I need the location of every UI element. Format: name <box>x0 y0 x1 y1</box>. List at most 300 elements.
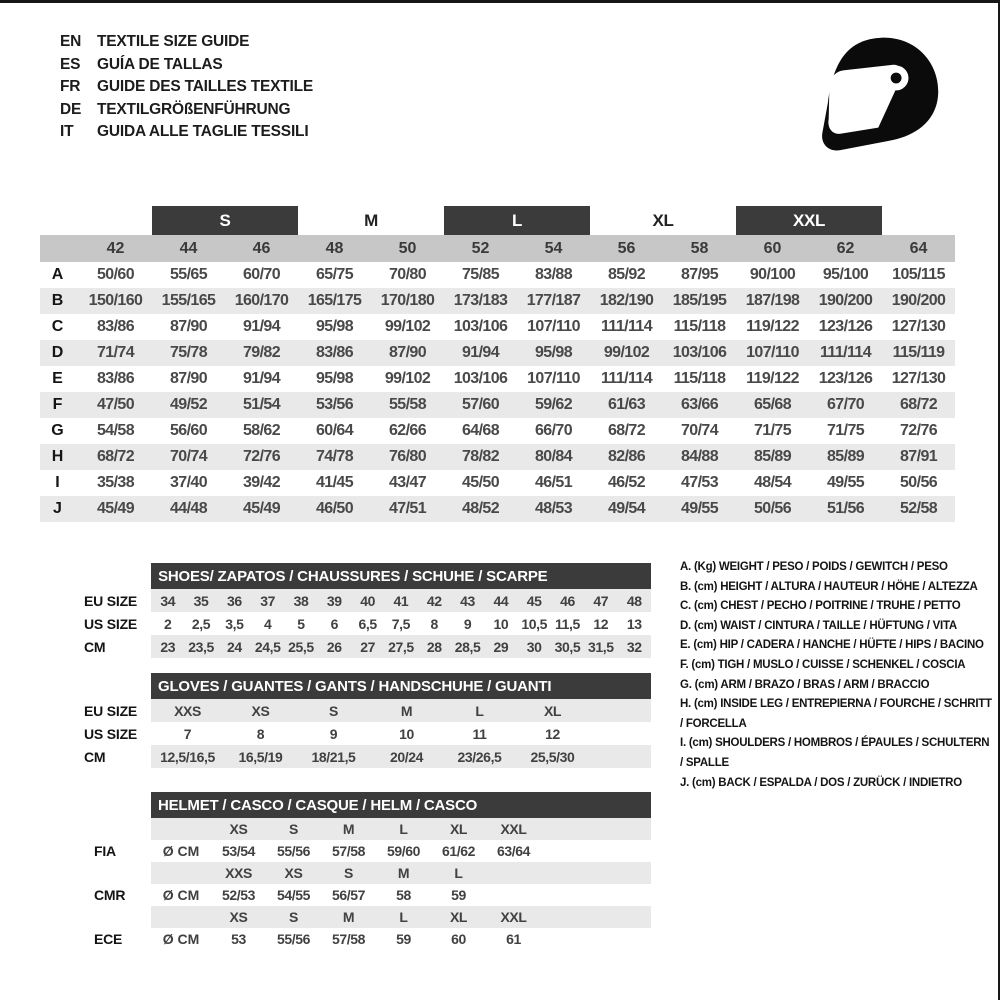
size-value: 29 <box>484 635 517 658</box>
helmet-size-label: L <box>431 862 486 884</box>
diameter-label: Ø CM <box>162 887 200 903</box>
measurement-value: 95/98 <box>315 370 354 387</box>
measurement-value: 75/78 <box>152 340 225 366</box>
shoes-size-table <box>60 563 651 658</box>
measurement-value: 160/170 <box>225 288 298 314</box>
measurement-value: 83/86 <box>298 340 371 366</box>
measurement-value: 111/114 <box>601 370 653 387</box>
size-value: 20/24 <box>370 745 443 768</box>
helmet-size-row <box>60 906 651 928</box>
helmet-header-row <box>60 792 651 818</box>
measurement-legend <box>680 558 992 793</box>
helmet-value: 56/57 <box>331 887 366 903</box>
measurement-value: 107/110 <box>527 370 580 387</box>
size-value: 6,5 <box>358 615 377 632</box>
filler <box>541 906 651 928</box>
measurement-value: 76/80 <box>371 444 444 470</box>
standard-label: ECE <box>94 931 123 947</box>
measurement-value: 52/58 <box>882 496 955 522</box>
language-code: IT <box>60 123 74 141</box>
size-value: 36 <box>218 589 251 612</box>
helmet-size-row <box>60 862 651 884</box>
size-value: 25,5 <box>284 635 317 658</box>
measurement-value: 47/50 <box>79 392 152 418</box>
legend-unit: (cm) <box>694 678 718 691</box>
measurement-value: 103/106 <box>453 370 508 387</box>
diameter-spacer <box>151 862 211 884</box>
measurement-value: 67/70 <box>809 392 882 418</box>
measurement-value: 182/190 <box>590 288 663 314</box>
helmet-value: 60 <box>451 931 466 947</box>
helmet-value: 55/56 <box>276 843 311 859</box>
language-code: FR <box>60 78 81 96</box>
size-number: 42 <box>79 235 152 262</box>
standard-label: CMR <box>94 887 126 903</box>
measurement-row <box>40 366 955 392</box>
helmet-value: 59/60 <box>386 843 421 859</box>
size-value: 11,5 <box>555 615 580 632</box>
measurement-value: 190/200 <box>882 288 955 314</box>
measurement-value: 74/78 <box>298 444 371 470</box>
measurement-value: 85/92 <box>607 266 646 283</box>
row-letter: G <box>51 422 64 439</box>
helmet-value: 58 <box>396 887 411 903</box>
legend-unit: (cm) <box>693 639 717 652</box>
size-value: XL <box>516 699 589 722</box>
size-value: 25,5/30 <box>516 745 589 768</box>
measurement-value: 48/53 <box>517 496 590 522</box>
measurement-value: 50/60 <box>96 266 135 283</box>
measurement-value: 45/50 <box>461 474 500 491</box>
size-value: 13 <box>626 615 642 632</box>
size-number: 44 <box>152 235 225 262</box>
size-value: 10 <box>399 725 414 742</box>
measurement-value: 75/85 <box>461 266 500 283</box>
measurement-row <box>40 314 955 340</box>
measurement-value: 48/52 <box>444 496 517 522</box>
helmet-value: 63/64 <box>496 843 531 859</box>
measurement-value: 115/118 <box>673 370 726 387</box>
legend-unit: (cm) <box>693 698 718 711</box>
legend-unit: (cm) <box>688 737 713 750</box>
legend-text: WEIGHT / PESO / POIDS / GEWITCH / PESO <box>718 561 948 573</box>
measurement-row <box>40 444 955 470</box>
size-value: 9 <box>463 615 472 632</box>
measurement-value: 87/90 <box>169 370 208 387</box>
size-value: 34 <box>151 589 184 612</box>
measurement-value: 68/72 <box>882 392 955 418</box>
helmet-title: HELMET / CASCO / CASQUE / HELM / CASCO <box>151 792 651 818</box>
guide-title: GUIDA ALLE TAGLIE TESSILI <box>97 123 309 141</box>
language-row-FR <box>60 76 313 99</box>
measurement-value: 39/42 <box>242 474 281 491</box>
size-value: 45 <box>518 589 551 612</box>
size-value: 46 <box>551 589 584 612</box>
helmet-size-label: M <box>376 862 431 884</box>
measurement-value: 78/82 <box>444 444 517 470</box>
measurement-value: 115/119 <box>882 340 955 366</box>
row-letter: I <box>55 474 60 491</box>
textile-size-table <box>40 206 955 522</box>
measurement-value: 61/63 <box>590 392 663 418</box>
size-value: 40 <box>351 589 384 612</box>
measurement-value: 59/62 <box>517 392 590 418</box>
measurement-value: 127/130 <box>891 318 946 335</box>
filler <box>541 862 651 884</box>
measurement-value: 85/89 <box>736 444 809 470</box>
legend-text: HIP / CADERA / HANCHE / HÜFTE / HIPS / BACINO <box>719 639 984 652</box>
legend-text: BACK / ESPALDA / DOS / ZURÜCK / INDIETRO <box>718 776 962 789</box>
legend-key: J. <box>680 776 690 789</box>
filler <box>541 840 651 862</box>
filler <box>589 745 651 768</box>
shoes_table-header-row <box>60 563 651 589</box>
measurement-value: 150/160 <box>79 288 152 314</box>
helmet-size-label: XXS <box>211 862 266 884</box>
legend-unit: (cm) <box>693 619 718 632</box>
legend-text: CHEST / PECHO / POITRINE / TRUHE / PETTO <box>720 600 961 613</box>
size-value: 12 <box>593 615 609 632</box>
helmet-size-label: L <box>376 818 431 840</box>
helmet-value: 53/54 <box>221 843 256 859</box>
helmet-value-row <box>60 884 651 906</box>
measurement-value: 83/86 <box>96 318 135 335</box>
helmet-size-label <box>486 862 541 884</box>
size-value: 7,5 <box>391 615 411 632</box>
measurement-value: 111/114 <box>601 318 653 335</box>
helmet-icon <box>800 22 955 165</box>
shoes_table-title: SHOES/ ZAPATOS / CHAUSSURES / SCHUHE / SCARPE <box>151 563 651 589</box>
measurement-value: 95/98 <box>315 318 354 335</box>
measurement-value: 72/76 <box>225 444 298 470</box>
measurement-value: 68/72 <box>607 422 646 439</box>
standard-label: FIA <box>94 843 116 859</box>
measurement-value: 165/175 <box>298 288 371 314</box>
size-value: 18/21,5 <box>297 745 370 768</box>
row-letter: D <box>40 340 79 366</box>
measurement-row <box>40 288 955 314</box>
measurement-value: 71/75 <box>753 422 792 439</box>
legend-key: A. <box>680 561 691 573</box>
helmet-value: 61/62 <box>441 843 476 859</box>
measurement-row <box>40 340 955 366</box>
size-value: 31,5 <box>584 635 617 658</box>
language-row-DE <box>60 99 313 122</box>
legend-text: SHOULDERS / HOMBROS / ÉPAULES / SCHULTERN / SPALLE <box>680 737 990 769</box>
measurement-value: 46/52 <box>607 474 646 491</box>
size-value: 24 <box>218 635 251 658</box>
legend-entry-J <box>680 774 992 794</box>
measurement-value: 87/90 <box>169 318 208 335</box>
measurement-value: 123/126 <box>818 370 873 387</box>
filler <box>541 928 651 950</box>
measurement-value: 47/51 <box>371 496 444 522</box>
shoes_table-row <box>60 589 651 612</box>
group-spacer <box>40 206 152 235</box>
helmet-value: 61 <box>506 931 521 947</box>
helmet-value: 57/58 <box>331 843 366 859</box>
legend-text: WAIST / CINTURA / TAILLE / HÜFTUNG / VITA <box>720 619 957 632</box>
size-value: 42 <box>418 589 451 612</box>
size-value: 48 <box>617 589 651 612</box>
diameter-label: Ø CM <box>162 843 200 859</box>
size-value: 27,5 <box>384 635 417 658</box>
legend-key: E. <box>680 639 691 652</box>
measurement-value: 58/62 <box>242 422 281 439</box>
measurement-value: 127/130 <box>891 370 946 387</box>
legend-key: I. <box>680 737 686 750</box>
measurement-value: 49/55 <box>663 496 736 522</box>
size-value: XS <box>224 699 297 722</box>
measurement-value: 46/50 <box>298 496 371 522</box>
measurement-value: 107/110 <box>736 340 809 366</box>
measurement-value: 51/56 <box>809 496 882 522</box>
helmet-value: 53 <box>231 931 246 947</box>
measurement-value: 185/195 <box>663 288 736 314</box>
diameter-label: Ø CM <box>162 931 200 947</box>
size-value: 4 <box>263 615 272 632</box>
legend-key: D. <box>680 619 691 632</box>
measurement-value: 49/54 <box>590 496 663 522</box>
size-group-label: L <box>444 206 590 235</box>
measurement-value: 68/72 <box>79 444 152 470</box>
size-number: 52 <box>444 235 517 262</box>
measurement-row <box>40 262 955 288</box>
legend-entry-B <box>680 578 992 598</box>
label-spacer <box>60 563 151 589</box>
measurement-value: 41/45 <box>315 474 354 491</box>
size-value: 28,5 <box>451 635 484 658</box>
measurement-value: 87/95 <box>680 266 719 283</box>
measurement-value: 91/94 <box>444 340 517 366</box>
size-value: 9 <box>329 725 338 742</box>
measurement-value: 95/98 <box>517 340 590 366</box>
measurement-value: 111/114 <box>809 340 882 366</box>
measurement-value: 60/64 <box>315 422 354 439</box>
helmet-value <box>486 884 541 906</box>
gloves_table-row <box>60 699 651 722</box>
measurement-value: 79/82 <box>225 340 298 366</box>
row-letter: H <box>40 444 79 470</box>
legend-entry-G <box>680 676 992 696</box>
filler <box>541 884 651 906</box>
size-value: 7 <box>183 725 192 742</box>
helmet-value-row <box>60 928 651 950</box>
size-number: 62 <box>809 235 882 262</box>
gloves_table-header-row <box>60 673 651 699</box>
measurement-value: 66/70 <box>534 422 573 439</box>
measurement-value: 119/122 <box>746 318 799 335</box>
measurement-value: 60/70 <box>242 266 281 283</box>
legend-key: B. <box>680 580 691 593</box>
diameter-spacer <box>151 906 211 928</box>
size-value: 6 <box>330 615 338 632</box>
measurement-row <box>40 470 955 496</box>
size-value: 10 <box>493 615 509 632</box>
legend-key: H. <box>680 698 691 711</box>
size-value: 23/26,5 <box>443 745 516 768</box>
measurement-value: 71/75 <box>827 422 865 439</box>
measurement-value: 50/56 <box>900 474 938 491</box>
measurement-value: 155/165 <box>152 288 225 314</box>
legend-text: ARM / BRAZO / BRAS / ARM / BRACCIO <box>720 678 930 691</box>
measurement-value: 47/53 <box>680 474 719 491</box>
measurement-value: 87/91 <box>882 444 955 470</box>
helmet-size-label: M <box>321 818 376 840</box>
helmet-size-label: XL <box>431 906 486 928</box>
measurement-value: 50/56 <box>736 496 809 522</box>
guide-title: TEXTILE SIZE GUIDE <box>97 33 250 50</box>
label-spacer <box>60 673 151 699</box>
row-label: EU SIZE <box>84 702 138 719</box>
size-band-spacer <box>40 235 79 262</box>
measurement-value: 105/115 <box>892 266 945 283</box>
size-value: 41 <box>384 589 417 612</box>
size-number: 48 <box>298 235 371 262</box>
measurement-value: 45/49 <box>79 496 152 522</box>
helmet-size-label: XS <box>211 818 266 840</box>
measurement-value: 85/89 <box>809 444 882 470</box>
row-label: EU SIZE <box>84 592 138 609</box>
legend-key: F. <box>680 658 689 671</box>
measurement-value: 99/102 <box>590 340 663 366</box>
measurement-value: 53/56 <box>298 392 371 418</box>
measurement-value: 190/200 <box>809 288 882 314</box>
measurement-value: 37/40 <box>169 474 208 491</box>
legend-entry-I <box>680 734 992 773</box>
size-group-label: XXL <box>736 206 882 235</box>
helmet-size-label: XL <box>431 818 486 840</box>
size-value: 27 <box>351 635 384 658</box>
helmet-value: 59 <box>451 887 466 903</box>
measurement-value: 57/60 <box>444 392 517 418</box>
row-letter: A <box>51 266 64 283</box>
size-number: 64 <box>882 235 955 262</box>
size-value: 5 <box>297 615 305 632</box>
legend-unit: (cm) <box>692 776 716 789</box>
language-code: DE <box>60 100 82 118</box>
legend-text: TIGH / MUSLO / CUISSE / SCHENKEL / COSCIA <box>717 658 966 671</box>
legend-unit: (cm) <box>691 658 715 671</box>
guide-title: GUIDE DES TAILLES TEXTILE <box>97 78 314 96</box>
language-title-block <box>60 31 313 144</box>
measurement-value: 43/47 <box>388 474 427 491</box>
shoes_table-row <box>60 635 651 658</box>
measurement-value: 51/54 <box>225 392 298 418</box>
measurement-value: 187/198 <box>736 288 809 314</box>
helmet-size-row <box>60 818 651 840</box>
measurement-value: 82/86 <box>590 444 663 470</box>
language-row-ES <box>60 54 313 77</box>
measurement-value: 99/102 <box>384 318 431 335</box>
diameter-spacer <box>151 818 211 840</box>
legend-unit: (cm) <box>693 600 718 613</box>
helmet-value: 59 <box>396 931 411 947</box>
guide-title: GUÍA DE TALLAS <box>97 55 223 73</box>
measurement-value: 107/110 <box>527 318 580 335</box>
row-letter: C <box>51 318 64 335</box>
size-value: 12,5/16,5 <box>151 745 224 768</box>
measurement-value: 70/74 <box>152 444 225 470</box>
size-value: 23,5 <box>184 635 217 658</box>
helmet-size-label: S <box>321 862 376 884</box>
shoes_table-row <box>60 612 651 635</box>
gloves_table-row <box>60 745 651 768</box>
measurement-value: 123/126 <box>818 318 873 335</box>
language-code: EN <box>60 33 82 50</box>
language-code: ES <box>60 55 81 73</box>
measurement-value: 54/58 <box>96 422 135 439</box>
size-value: 30,5 <box>551 635 584 658</box>
measurement-value: 56/60 <box>169 422 208 439</box>
size-value: 35 <box>184 589 217 612</box>
size-value: S <box>297 699 370 722</box>
row-letter: J <box>40 496 79 522</box>
helmet-size-label: XXL <box>486 906 541 928</box>
measurement-row <box>40 392 955 418</box>
measurement-value: 55/65 <box>169 266 208 283</box>
measurement-value: 173/183 <box>444 288 517 314</box>
language-row-EN <box>60 31 313 54</box>
measurement-value: 71/74 <box>79 340 152 366</box>
size-group-row <box>40 206 955 235</box>
measurement-value: 87/90 <box>371 340 444 366</box>
size-value: 28 <box>418 635 451 658</box>
helmet-value: 55/56 <box>276 931 311 947</box>
row-letter: B <box>40 288 79 314</box>
gloves-size-table <box>60 673 651 768</box>
gloves_table-row <box>60 722 651 745</box>
row-letter: E <box>52 370 63 387</box>
legend-key: C. <box>680 600 691 613</box>
measurement-value: 90/100 <box>749 266 796 283</box>
measurement-value: 91/94 <box>242 370 281 387</box>
measurement-value: 48/54 <box>753 474 792 491</box>
measurement-value: 46/51 <box>534 474 573 491</box>
measurement-value: 70/80 <box>388 266 427 283</box>
size-number: 54 <box>517 235 590 262</box>
helmet-size-label: S <box>266 906 321 928</box>
helmet-size-label: XS <box>211 906 266 928</box>
size-value: 3,5 <box>225 615 244 632</box>
row-label <box>60 818 151 840</box>
measurement-value: 70/74 <box>680 422 719 439</box>
size-number: 50 <box>371 235 444 262</box>
size-value: 10,5 <box>521 615 547 632</box>
size-value: 44 <box>484 589 517 612</box>
measurement-value: 80/84 <box>517 444 590 470</box>
measurement-value: 170/180 <box>371 288 444 314</box>
measurement-value: 64/68 <box>461 422 500 439</box>
size-value: 43 <box>451 589 484 612</box>
size-number: 58 <box>663 235 736 262</box>
helmet-value: 57/58 <box>331 931 366 947</box>
measurement-value: 45/49 <box>225 496 298 522</box>
helmet-size-label: S <box>266 818 321 840</box>
measurement-value: 177/187 <box>517 288 590 314</box>
helmet-size-label: M <box>321 906 376 928</box>
size-value: 12 <box>545 725 560 742</box>
measurement-value: 55/58 <box>371 392 444 418</box>
measurement-row <box>40 496 955 522</box>
size-value: 24,5 <box>251 635 284 658</box>
guide-title: TEXTILGRÖßENFÜHRUNG <box>97 100 291 118</box>
gloves_table-title: GLOVES / GUANTES / GANTS / HANDSCHUHE / GUANTI <box>151 673 651 699</box>
row-label <box>60 862 151 884</box>
size-value: 38 <box>284 589 317 612</box>
helmet-size-label: XXL <box>486 818 541 840</box>
legend-entry-E <box>680 636 992 656</box>
